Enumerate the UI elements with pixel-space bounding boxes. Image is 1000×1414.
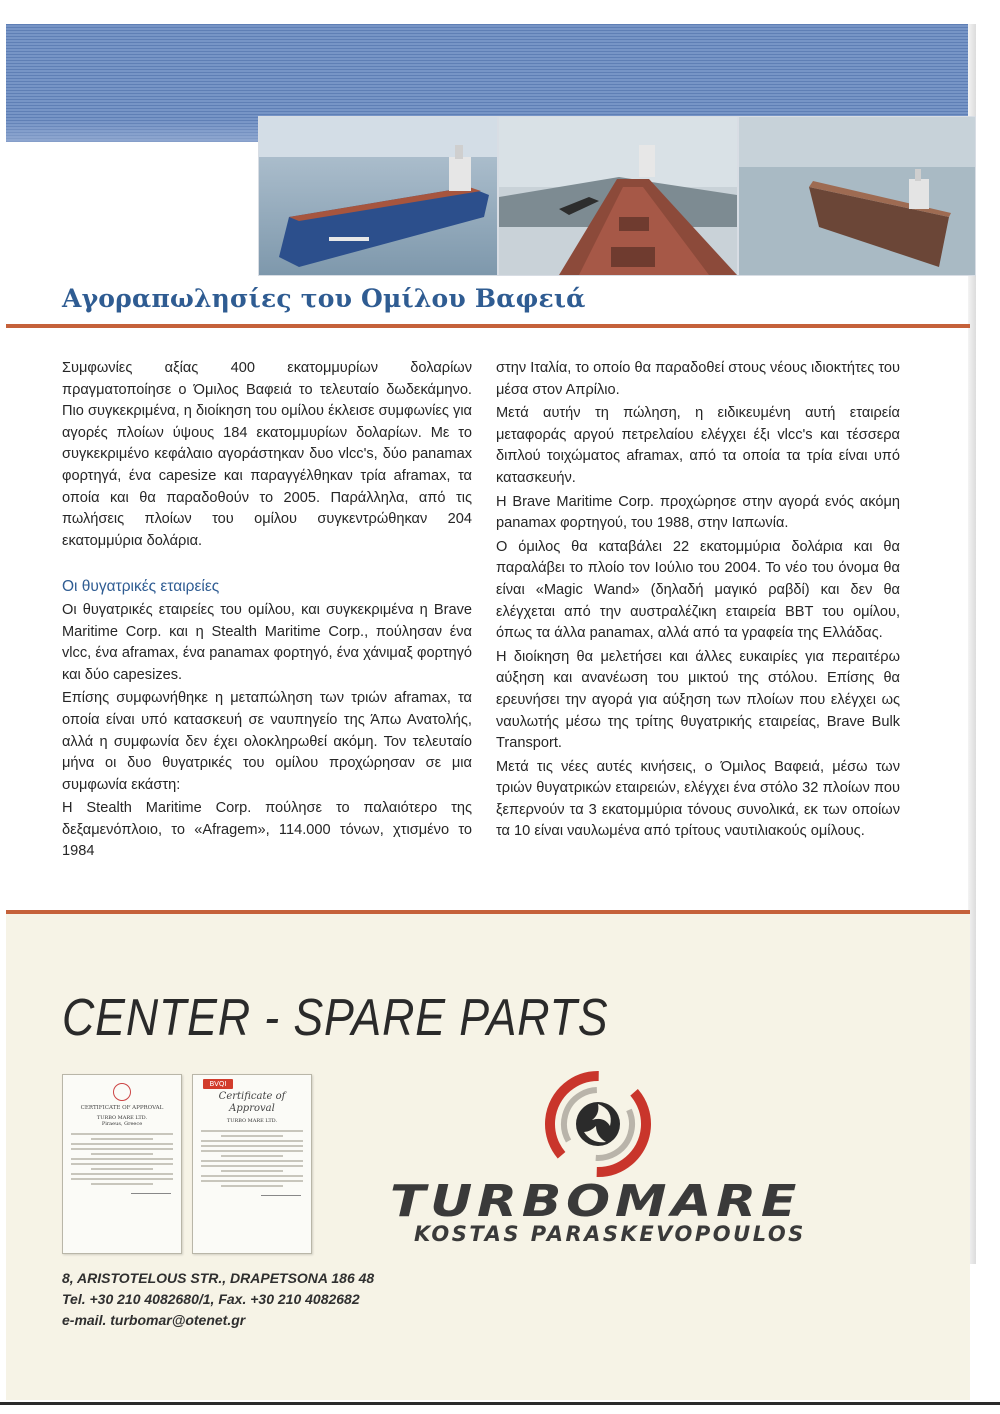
certificate-approval-1	[62, 1074, 182, 1254]
turbomare-logo-icon	[544, 1070, 652, 1178]
tanker-photo	[258, 116, 498, 276]
certificate-approval-2	[192, 1074, 312, 1254]
article-paragraph: Μετά αυτήν τη πώληση, η ειδικευμένη αυτή εταιρεία μεταφοράς αργού πετρελαίου ελέγχει έξι vlcc's και τέσσερα διπλού τοιχώματος aframax, από τα οποία τα τρία είναι υπό κατασκευήν.	[496, 405, 900, 486]
signature-line	[131, 1193, 171, 1194]
cargo-ship-photo	[738, 116, 976, 276]
ad-headline: CENTER - SPARE PARTS	[62, 989, 609, 1047]
cert-location: Piraeus, Greece	[101, 1121, 143, 1127]
article-paragraph: Συμφωνίες αξίας 400 εκατομμυρίων δολαρίων πραγματοποίησε ο Όμιλος Βαφειά το τελευταίο δωδεκάμηνο. Πιο συγκεκριμένα, η διοίκηση του ομίλου έκλεισε συμφωνίες για αγορές πλοίων ύψους 184 εκατομμυρίων δολαρίων. Με το συγκεκριμένο κεφάλαιο αγοράστηκαν δυο vlcc's, δύο panamax φορτηγά, ένα capesize και παραγγέλθηκαν τρία aframax, τα οποία και θα παραδοθούν το 2005. Παράλληλα, από τις πωλήσεις πλοίων του ομίλου συγκεντρώθηκαν 204 εκατομμύρια δολάρια.	[62, 360, 472, 549]
cert-heading: Certificate of Approval	[218, 1091, 286, 1114]
article-subheading: Οι θυγατρικές εταιρείες	[62, 578, 220, 596]
cert-fine-print	[71, 1133, 173, 1185]
bvqi-logo-icon: BVQI	[203, 1079, 233, 1089]
contact-block	[62, 1268, 374, 1331]
title-divider	[6, 324, 970, 328]
article-paragraph: Η Brave Maritime Corp. προχώρησε στην αγορά ενός ακόμη panamax φορτηγού, του 1988, στην Ιαπωνία.	[496, 493, 900, 532]
address: 8, ARISTOTELOUS STR., DRAPETSONA 186 48	[62, 1270, 375, 1286]
signature-line	[261, 1195, 301, 1196]
article-paragraph: Μετά τις νέες αυτές κινήσεις, ο Όμιλος Βαφειά, μέσω των τριών θυγατρικών εταιρειών, ελέγχει ένα στόλο 32 πλοίων που ξεπερνούν τα 3 εκατομμύρια τόνους συνολικά, εκ των οποίων τα 10 είναι ναυλωμένα από τρίτους ναυτιλιακούς ομίλους.	[496, 758, 900, 840]
cert-fine-print	[201, 1130, 303, 1187]
article-paragraph: Ο όμιλος θα καταβάλει 22 εκατομμύρια δολάρια και θα παραλάβει το πλοίο τον Ιούλιο του 2004. Το νέο του όνομα θα είναι «Magic Wand» (δηλαδή μαγικό ραβδί) και δεν θα ελέγχεται από την αυστραλέζικη εταιρεία BBT του ομίλου, όπως τα άλλα panamax, αλλά από τα γραφεία της Ελλάδας.	[496, 538, 900, 642]
brand-wordmark: TURBOMARE	[390, 1176, 802, 1227]
article-paragraph: Η Stealth Maritime Corp. πούλησε το παλαιότερο της δεξαμενόπλοιο, το «Afragem», 114.000 τόνων, χτισμένο το 1984	[62, 800, 472, 860]
seal-icon	[113, 1083, 131, 1101]
email: e-mail. turbomar@otenet.gr	[62, 1312, 246, 1328]
phone-fax: Tel. +30 210 4082680/1, Fax. +30 210 4082682	[62, 1291, 360, 1307]
cert-company: TURBO MARE LTD.	[96, 1115, 148, 1121]
brand-owner: KOSTAS PARASKEVOPOULOS	[414, 1222, 806, 1246]
article-title: Αγοραπωλησίες του Ομίλου Βαφειά	[62, 284, 586, 313]
article-paragraph: Η διοίκηση θα μελετήσει και άλλες ευκαιρίες για περαιτέρω αύξηση και ανανέωση του μικτού της στόλου. Επίσης θα ερευνήσει την αγορά για αύξηση των πλοίων που ελέγχει ως ναυλωτής μέσω της τρίτης θυγατρικής εταιρείας, Brave Bulk Transport.	[496, 648, 900, 752]
article-column-left	[62, 358, 472, 865]
page-bottom-rule	[0, 1402, 1000, 1405]
article-paragraph: Οι θυγατρικές εταιρείες του ομίλου, και συγκεκριμένα η Brave Maritime Corp. και η Stealth Maritime Corp., πούλησαν ένα vlcc, ένα aframax, ένα panamax φορτηγό, ένα χάνιμαξ φορτηγό και δύο capesizes.	[62, 601, 472, 683]
bulk-carrier-deck-photo	[498, 116, 738, 276]
article-paragraph: στην Ιταλία, το οποίο θα παραδοθεί στους νέους ιδιοκτήτες του μέσα στον Απρίλιο.	[496, 360, 900, 398]
article-column-right	[496, 358, 900, 845]
article-paragraph: Επίσης συμφωνήθηκε η μεταπώληση των τριών aframax, τα οποία είναι υπό κατασκευή σε ναυπηγείο της Άπω Ανατολής, αλλά η συμφωνία δεν έχει ολοκληρωθεί ακόμη. Τον τελευταίο μήνα οι δυο θυγατρικές του ομίλου προχώρησαν σε μια συμφωνία εκάστη:	[62, 690, 472, 793]
cert-company: TURBO MARE LTD.	[226, 1118, 278, 1124]
cert-heading: CERTIFICATE OF APPROVAL	[80, 1105, 164, 1111]
